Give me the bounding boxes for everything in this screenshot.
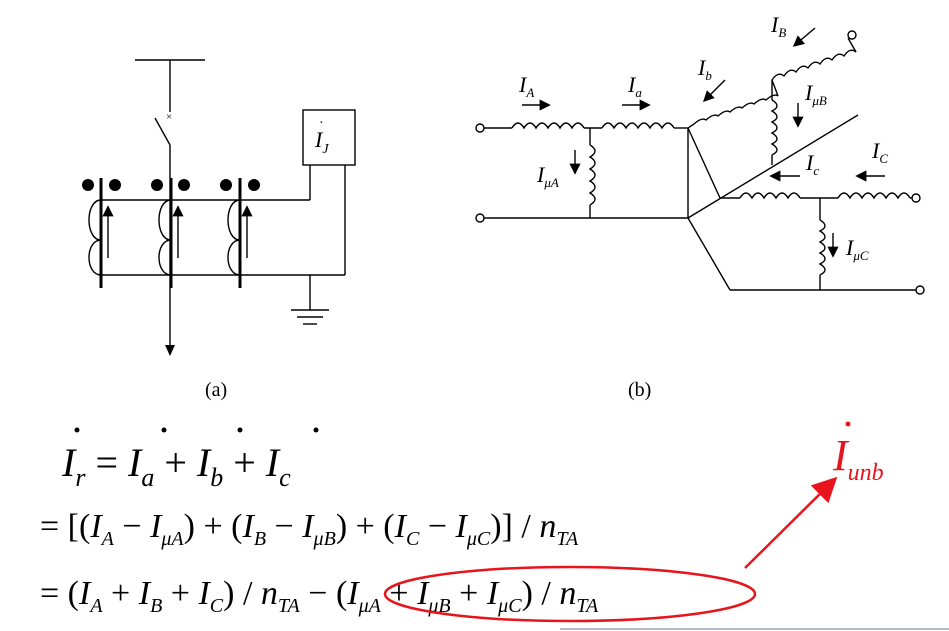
diagram-a xyxy=(82,60,355,401)
caption-a: (a) xyxy=(205,379,228,401)
coil-C xyxy=(838,193,910,198)
terminal-c2 xyxy=(916,286,924,294)
coil-a xyxy=(602,123,674,128)
terminal-C xyxy=(912,194,920,202)
equations xyxy=(40,422,884,622)
delta-diag xyxy=(688,128,720,198)
dots-line-1 xyxy=(75,428,319,433)
ct-winding-3 xyxy=(228,178,247,288)
ct-winding-2 xyxy=(159,178,178,288)
relay-dot: · xyxy=(319,116,324,131)
arrow-IB xyxy=(795,28,815,45)
equation-line-1: $I_r = I_a + I_b + I_c$ xyxy=(62,440,291,492)
label-IuA: $I_{\mu A}$ xyxy=(537,162,559,190)
label-Ia: $I_a$ xyxy=(628,72,642,100)
relay-label: $I_J$ xyxy=(315,127,329,157)
coil-uB xyxy=(772,100,777,155)
label-Ib: $I_b$ xyxy=(698,55,712,83)
equation-line-2: = $[(I_A - I_{\mu A}) + (I_B - I_{\mu B}) + (I_C - I_{\mu C})] / n_{TA}$ xyxy=(40,508,579,550)
caption-b: (b) xyxy=(628,379,652,401)
label-IB: $I_B$ xyxy=(771,12,787,40)
label-IuC: $I_{\mu C}$ xyxy=(846,235,869,263)
coil-uA xyxy=(590,145,595,205)
terminal-N xyxy=(476,214,484,222)
coil-b xyxy=(694,95,778,124)
label-IC: $I_C$ xyxy=(872,138,888,166)
coil-B xyxy=(772,50,856,80)
coil-A xyxy=(512,123,584,128)
label-IA: $I_A$ xyxy=(519,72,535,100)
ct-winding-1 xyxy=(89,178,108,288)
unbalance-label: $I_{unb}$ xyxy=(833,431,884,486)
unbalance-arrow xyxy=(745,482,832,568)
delta-long xyxy=(688,115,858,218)
label-IuB: $I_{\mu B}$ xyxy=(805,80,827,108)
breaker-mark: × xyxy=(166,111,173,123)
current-labels xyxy=(518,12,888,263)
delta-lower xyxy=(688,218,730,290)
coil-c xyxy=(740,193,800,198)
arrow-Ib xyxy=(705,80,725,100)
diagram-b xyxy=(476,12,924,401)
terminal-A xyxy=(476,124,484,132)
equation-line-3: = $(I_A + I_B + I_C) / n_{TA} - (I_{\mu A} + I_{\mu B} + I_{\mu C}) / n_{TA}$ xyxy=(40,575,599,617)
output-arrow xyxy=(165,345,175,356)
relay-box xyxy=(303,110,355,165)
terminal-B xyxy=(848,31,856,39)
coil-uC xyxy=(820,220,825,275)
label-Ic: $I_c$ xyxy=(806,150,820,178)
unbalance-dot xyxy=(846,422,851,427)
